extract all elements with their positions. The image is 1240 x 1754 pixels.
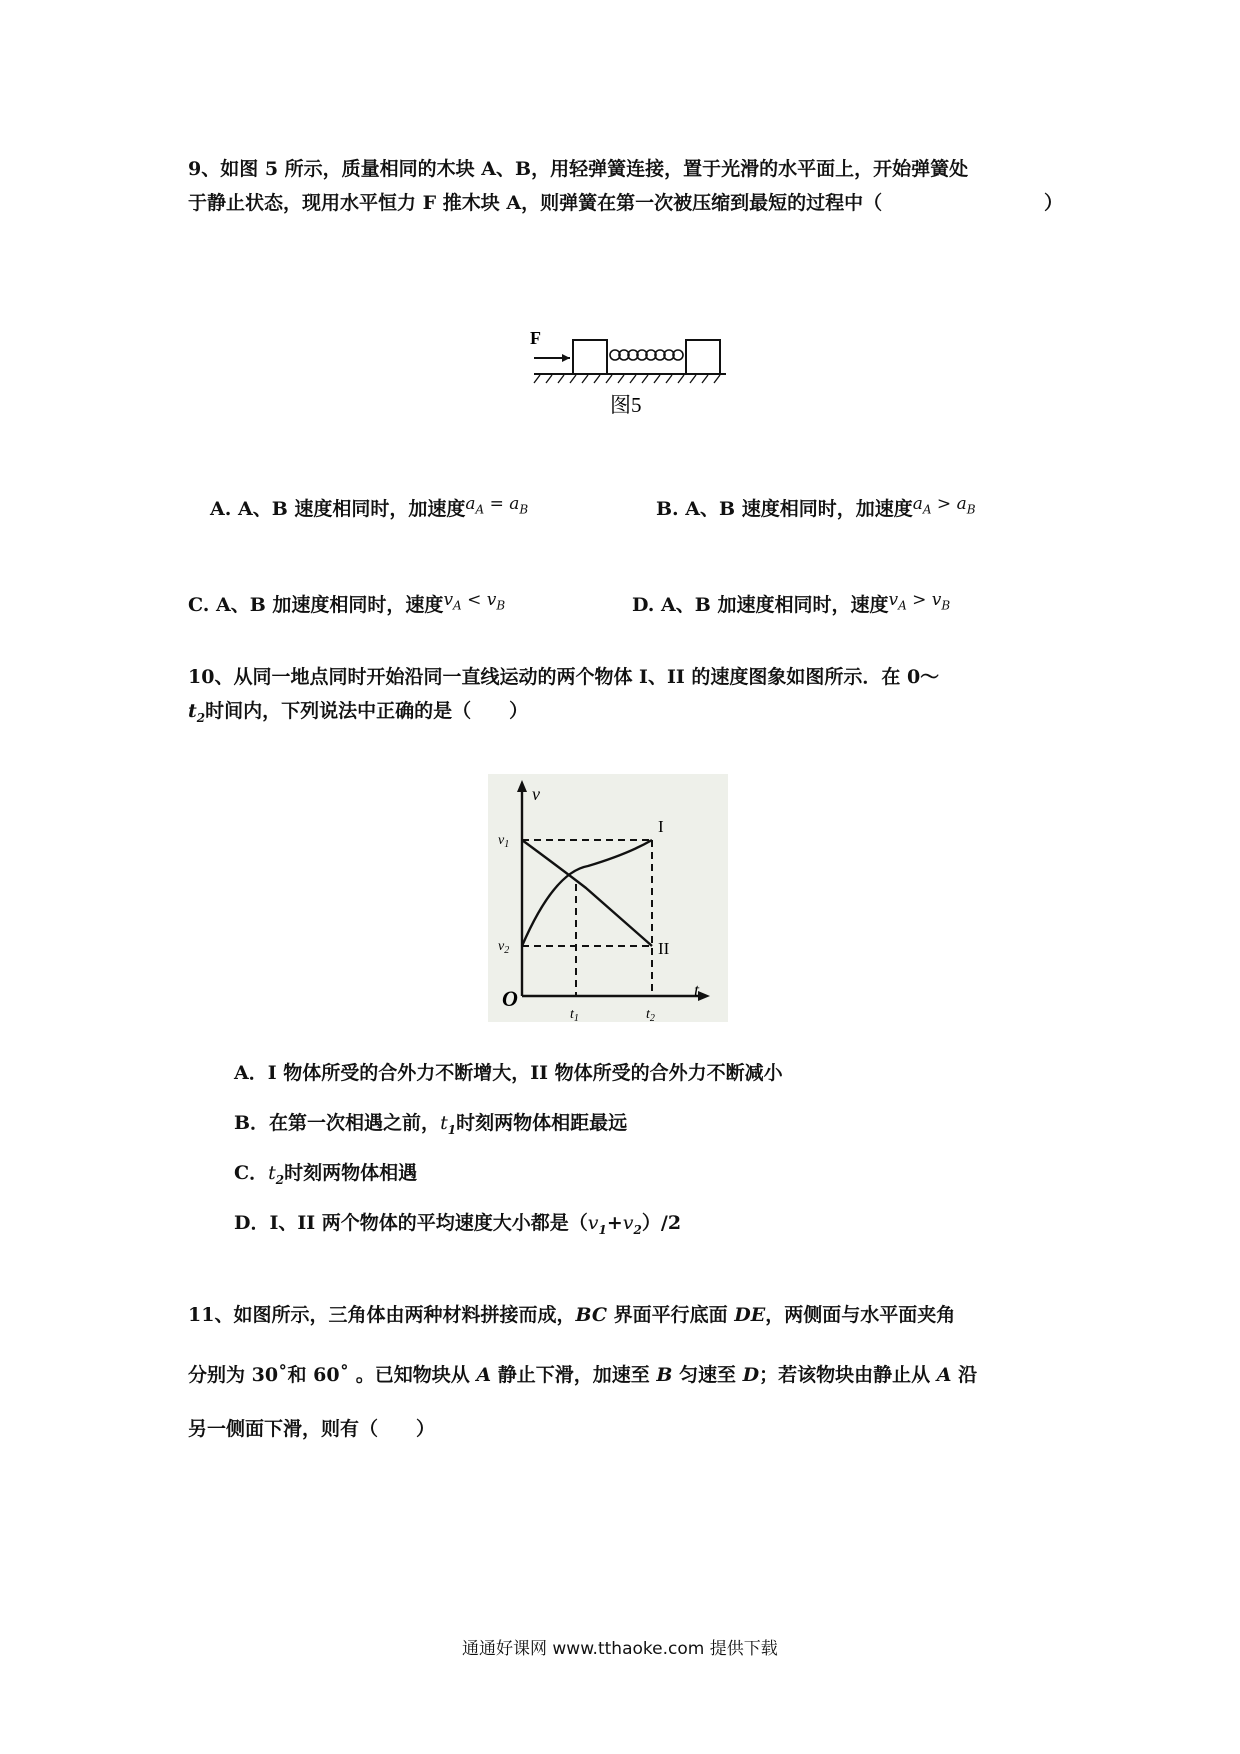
spring [610,350,683,360]
q10-line1: 10、从同一地点同时开始沿同一直线运动的两个物体 I、II 的速度图象如图所示．在 0～ [188,666,940,688]
q10-option-b-pre: B．在第一次相遇之前， [234,1112,441,1134]
q10-option-c-sub: 2 [275,1172,285,1187]
q10-line2 [188,694,528,735]
q9-option-c [188,590,505,617]
figure-caption: 图5 [610,393,642,417]
q10-line2-rest: 时间内，下列说法中正确的是（ ） [205,700,529,722]
q10-option-a: A．I 物体所受的合外力不断增大，II 物体所受的合外力不断减小 [234,1062,783,1084]
q11-line2-b: 静止下滑，加速至 [491,1364,657,1386]
q10-t2-var: t [188,700,197,722]
graph-background [488,774,728,1022]
y-axis-label: v [532,784,540,804]
q11-point-d: D [742,1364,760,1386]
q10-option-b-sub: 1 [447,1122,457,1137]
q10-option-b-var: t [440,1112,448,1134]
q10-option-b [234,1108,627,1137]
q10-option-d [234,1208,681,1237]
q10-option-c [234,1158,417,1187]
origin-label: O [502,986,518,1011]
ground-hatching [534,375,720,383]
v1-label: $v_1$ [498,833,510,850]
q10-option-c-var: t [268,1162,276,1184]
option-a-text: A. A、B 速度相同时，加速度 [210,498,466,520]
q10-option-d-v2: v [622,1212,634,1234]
q9-option-d [632,590,950,617]
q11-line2-e: 沿 [951,1364,978,1386]
option-c-math: $v_A < v_B$ [443,590,506,613]
q9-option-b [656,494,976,521]
q10-option-d-post: ）/2 [641,1212,682,1234]
q11-bc: BC [575,1304,607,1326]
q11-line2-d: ；若该物块由静止从 [759,1364,937,1386]
curve-I-label: I [658,817,664,836]
block-b [686,340,720,374]
q11-point-b: B [656,1364,673,1386]
option-d-text: D. A、B 加速度相同时，速度 [632,594,889,616]
velocity-time-graph [488,774,728,1022]
q10-option-d-v2-sub: 2 [633,1222,642,1237]
t1-label: $t_1$ [570,1007,579,1022]
q9-line1: 9、如图 5 所示，质量相同的木块 A、B，用轻弹簧连接，置于光滑的水平面上，开始弹簧处 [188,158,969,180]
x-axis-label: t [694,980,700,1000]
q11-line1 [188,1298,955,1332]
q9-option-a [210,494,528,521]
q11-de: DE [734,1304,766,1326]
page-footer: 通通好课网 www.tthaoke.com 提供下载 [462,1639,778,1659]
q10-option-d-plus: + [606,1212,623,1234]
q11-line1-c: ，两侧面与水平面夹角 [765,1304,956,1326]
q11-line2-a: 分别为 30˚和 60˚ 。已知物块从 [188,1364,477,1386]
q10-option-b-post: 时刻两物体相距最远 [456,1112,628,1134]
q10-option-c-post: 时刻两物体相遇 [284,1162,418,1184]
q11-line1-a: 11、如图所示，三角体由两种材料拼接而成， [188,1304,576,1326]
q11-point-a: A [476,1364,492,1386]
q11-line3: 另一侧面下滑，则有（ ） [188,1418,436,1440]
figure-5-spring-blocks [520,322,730,426]
force-label: F [530,328,541,348]
curve-II-label: II [658,939,670,958]
q11-line2 [188,1358,977,1392]
option-c-text: C. A、B 加速度相同时，速度 [188,594,444,616]
q11-point-a2: A [936,1364,952,1386]
option-b-math: $a_A > a_B$ [912,494,976,517]
q11-line2-c: 匀速至 [672,1364,743,1386]
q9-paren-close: ） [1044,192,1064,214]
option-a-math: $a_A = a_B$ [465,494,529,517]
option-d-math: $v_A > v_B$ [888,590,951,613]
q10-option-d-v1: v [587,1212,599,1234]
q10-option-d-v1-sub: 1 [598,1222,607,1237]
t2-label: $t_2$ [646,1007,655,1022]
q9-line2: 于静止状态，现用水平恒力 F 推木块 A，则弹簧在第一次被压缩到最短的过程中（ [188,192,883,214]
q10-t2-sub: 2 [196,710,206,725]
v2-label: $v_2$ [498,939,510,956]
option-b-text: B. A、B 速度相同时，加速度 [656,498,913,520]
q10-option-d-pre: D．I、II 两个物体的平均速度大小都是（ [234,1212,588,1234]
q10-option-c-pre: C． [234,1162,269,1184]
force-arrowhead [562,354,570,362]
block-a [573,340,607,374]
q11-line1-b: 界面平行底面 [607,1304,735,1326]
